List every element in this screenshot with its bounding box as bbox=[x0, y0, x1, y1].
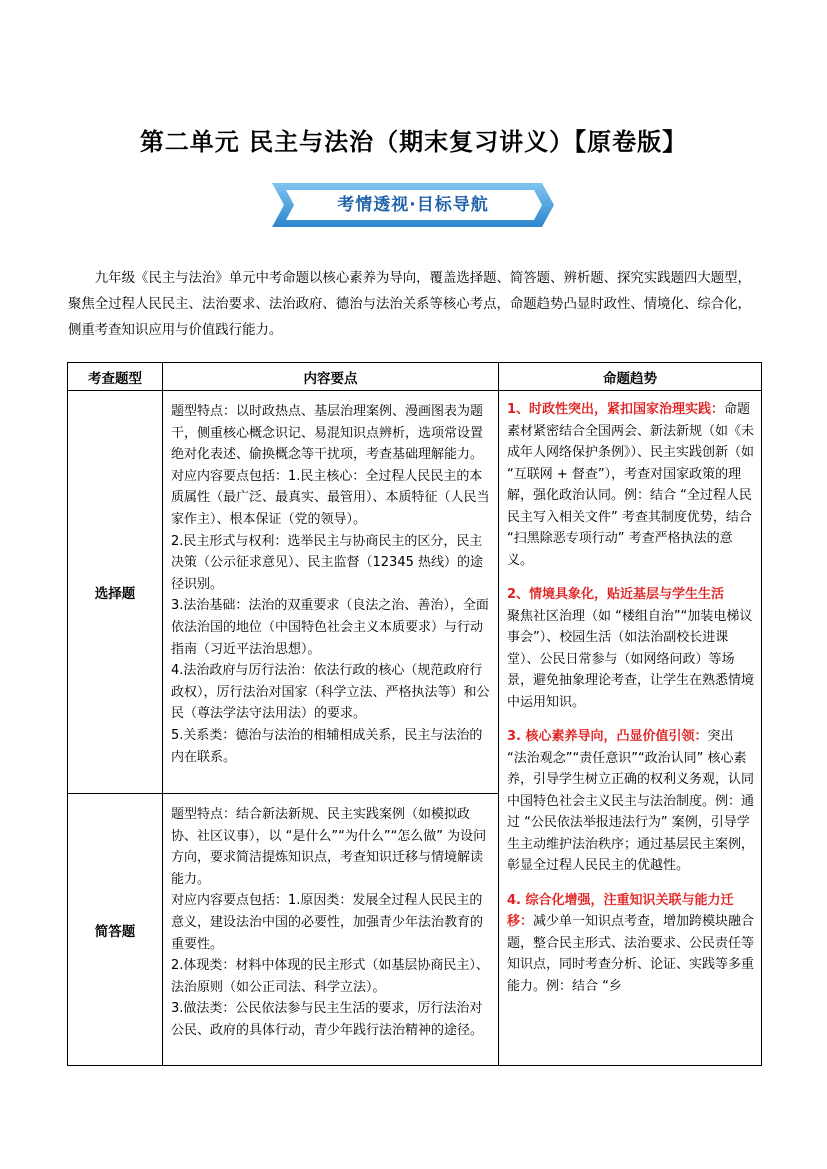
question-type-cell: 选择题 bbox=[68, 391, 163, 794]
trend-item bbox=[507, 890, 755, 998]
content-line: 3.法治基础：法治的双重要求（良法之治、善治），全面依法治国的地位（中国特色社会主义本质要求）与行动指南（习近平法治思想）。 bbox=[171, 598, 489, 657]
table-row bbox=[68, 391, 762, 794]
content-line: 3.做法类：公民依法参与民主生活的要求，厉行法治对公民、政府的具体行动，青少年践行法治精神的途径。 bbox=[171, 1001, 484, 1038]
page-title: 第二单元 民主与法治（期末复习讲义）【原卷版】 bbox=[139, 127, 688, 156]
trend-body: 聚焦社区治理（如 “楼组自治”“加装电梯议事会”）、校园生活（如法治副校长进课堂）、公民日常参与（如网络问政）等场景，避免抽象理论考查，让学生在熟悉情境中运用知识。 bbox=[507, 608, 755, 710]
trend-heading: 3. 核心素养导向，凸显价值引领： bbox=[507, 729, 708, 744]
content-line: 2.民主形式与权利：选举民主与协商民主的区分，民主决策（公示征求意见）、民主监督（12345 热线）的途径识别。 bbox=[171, 533, 483, 592]
content-line: 对应内容要点包括：1.民主核心：全过程人民民主的本质属性（最广泛、最真实、最管用）、本质特征（人民当家作主）、根本保证（党的领导）。 bbox=[171, 468, 490, 527]
content-line: 对应内容要点包括：1.原因类：发展全过程人民民主的意义，建设法治中国的必要性，加强青少年法治教育的重要性。 bbox=[171, 893, 484, 952]
trend-item bbox=[507, 399, 755, 571]
banner-label: 考情透视·目标导航 bbox=[337, 195, 489, 215]
intro-paragraph: 九年级《民主与法治》单元中考命题以核心素养为导向，覆盖选择题、简答题、辨析题、探究实践题四大题型，聚焦全过程人民民主、法治要求、法治政府、德治与法治关系等核心考点，命题趋势凸显时政性、情境化、综合化，侧重考查知识应用与价值践行能力。 bbox=[68, 271, 751, 338]
trend-body: 减少单一知识点考查，增加跨模块融合题，整合民主形式、法治要求、公民责任等知识点，同时考查分析、论证、实践等多重能力。例：结合 “乡 bbox=[507, 914, 755, 994]
content-cell bbox=[163, 794, 499, 1066]
content-line: 5.关系类：德治与法治的相辅相成关系，民主与法治的内在联系。 bbox=[171, 727, 483, 765]
table-header-row bbox=[68, 363, 762, 391]
section-banner bbox=[272, 179, 554, 231]
trend-body: 命题素材紧密结合全国两会、新法新规（如《未成年人网络保护条例》）、民主实践创新（如 “互联网 + 督查”），考查对国家政策的理解，强化政治认同。例：结合 “全过程人民民主写入相关文件” 考查其制度优势，结合 “扫黑除恶专项行动” 考查严格执法的意义。 bbox=[507, 402, 755, 568]
content-line: 4.法治政府与厉行法治：依法行政的核心（规范政府行政权），厉行法治对国家（科学立法、严格执法等）和公民（尊法学法守法用法）的要求。 bbox=[171, 663, 490, 722]
trend-item bbox=[507, 584, 755, 713]
question-type-cell: 简答题 bbox=[68, 794, 163, 1066]
trend-heading: 2、情境具象化，贴近基层与学生生活 bbox=[507, 587, 725, 602]
trend-cell bbox=[499, 391, 762, 1066]
trend-heading: 4. 综合化增强，注重知识关联与能力迁移： bbox=[507, 892, 734, 929]
header-trend: 命题趋势 bbox=[499, 363, 762, 391]
header-type: 考查题型 bbox=[68, 363, 163, 391]
content-line: 题型特点：以时政热点、基层治理案例、漫画图表为题干，侧重核心概念识记、易混知识点辨析，选项常设置绝对化表述、偷换概念等干扰项，考查基础理解能力。 bbox=[171, 404, 484, 463]
trend-item bbox=[507, 726, 755, 877]
content-cell bbox=[163, 391, 499, 794]
header-content: 内容要点 bbox=[163, 363, 499, 391]
content-line: 题型特点：结合新法新规、民主实践案例（如模拟政协、社区议事），以 “是什么”“为什么”“怎么做” 为设问方向，要求简洁提炼知识点，考查知识迁移与情境解读能力。 bbox=[171, 807, 487, 887]
trend-heading: 1、时政性突出，紧扣国家治理实践： bbox=[507, 402, 725, 417]
exam-analysis-table bbox=[67, 362, 762, 1066]
content-line: 2.体现类：材料中体现的民主形式（如基层协商民主）、法治原则（如公正司法、科学立法）。 bbox=[171, 958, 489, 995]
trend-body: 突出 “法治观念”“责任意识”“政治认同” 核心素养，引导学生树立正确的权利义务观，认同中国特色社会主义民主与法治制度。例：通过 “公民依法举报违法行为” 案例，引导学生主动维护法治秩序；通过基层民主案例，彰显全过程人民民主的优越性。 bbox=[507, 729, 755, 873]
